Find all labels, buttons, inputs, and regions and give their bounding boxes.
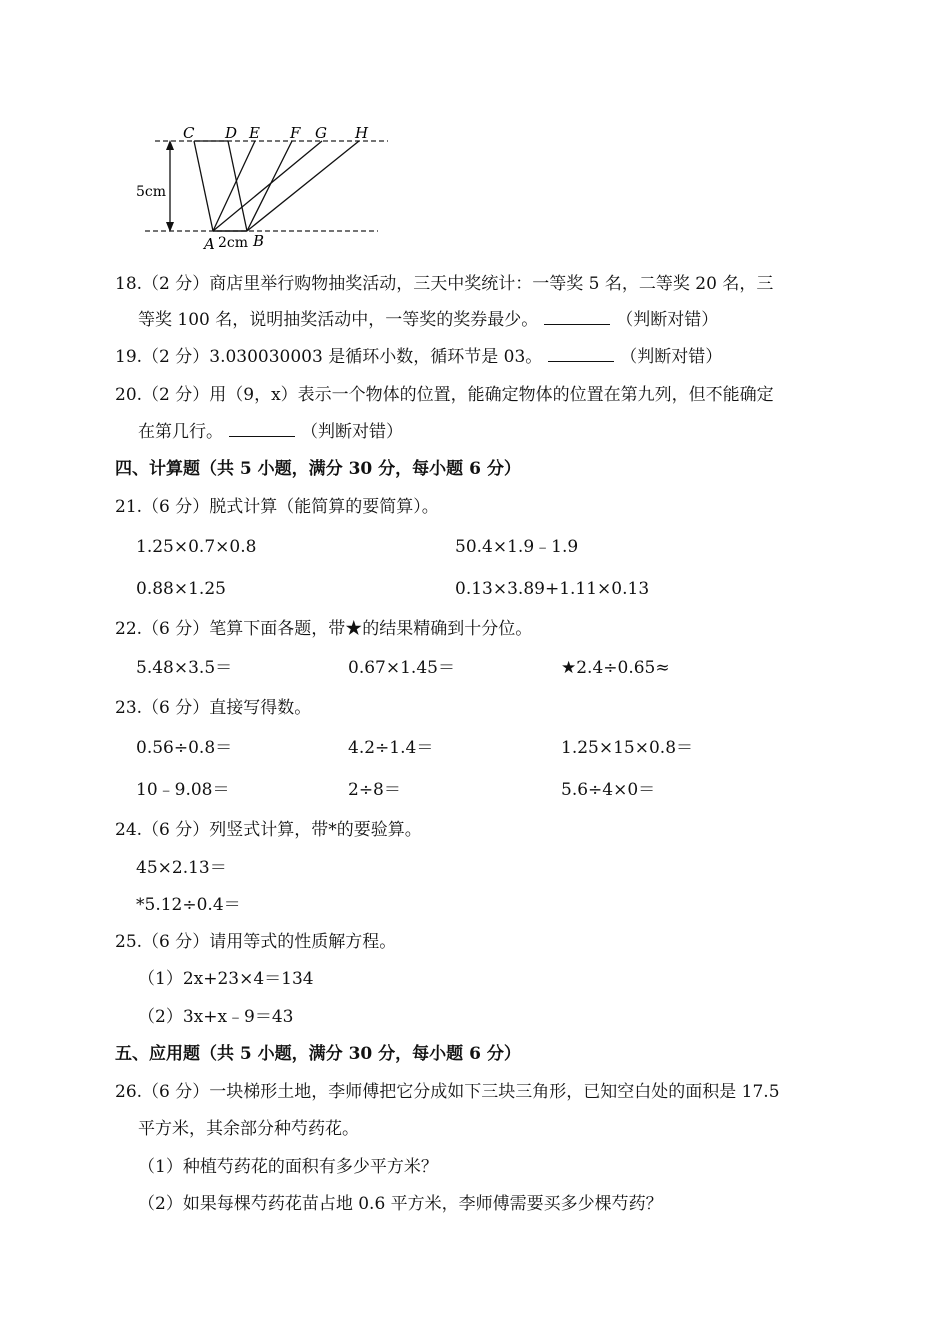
q26-line2: 平方米，其余部分种芍药花。: [138, 1119, 359, 1139]
q20-text: 在第几行。: [138, 422, 223, 442]
q19: [115, 346, 722, 368]
expression: 0.13×3.89+1.11×0.13: [455, 579, 650, 599]
base-label: 2cm: [218, 235, 249, 251]
expression: 10﹣9.08＝: [136, 780, 230, 800]
expression: 4.2÷1.4＝: [348, 738, 434, 758]
label-F: F: [290, 124, 301, 142]
answer-blank[interactable]: [229, 422, 295, 437]
expression: 1.25×0.7×0.8: [136, 537, 257, 557]
geometry-figure: [130, 118, 400, 258]
q24-title: 24.（6 分）列竖式计算，带*的要验算。: [115, 820, 422, 840]
expression: 5.6÷4×0＝: [561, 780, 656, 800]
label-C: C: [183, 124, 195, 142]
section-4-title: 四、计算题（共 5 小题，满分 30 分，每小题 6 分）: [115, 459, 521, 479]
judge-suffix: （判断对错）: [620, 347, 723, 367]
sub-question: （1）种植芍药花的面积有多少平方米？: [138, 1157, 438, 1177]
q18-text: 等奖 100 名，说明抽奖活动中，一等奖的奖券最少。: [138, 310, 539, 330]
answer-blank[interactable]: [548, 347, 614, 362]
expression: 45×2.13＝: [136, 858, 227, 878]
judge-suffix: （判断对错）: [301, 422, 403, 442]
expression: 5.48×3.5＝: [136, 658, 233, 678]
equation: （1）2x+23×4＝134: [138, 969, 314, 989]
expression: 2÷8＝: [348, 780, 401, 800]
q19-text: 19.（2 分）3.030030003 是循环小数，循环节是 03。: [115, 347, 543, 367]
label-A: A: [204, 235, 215, 253]
expression: 0.56÷0.8＝: [136, 738, 233, 758]
segment-HB: [247, 141, 359, 231]
answer-blank[interactable]: [544, 310, 610, 325]
q26-line1: 26.（6 分）一块梯形土地，李师傅把它分成如下三块三角形，已知空白处的面积是 17.5: [115, 1082, 780, 1102]
q18-line2: [138, 309, 718, 331]
label-E: E: [249, 124, 260, 142]
expression: ★2.4÷0.65≈: [561, 658, 670, 678]
sub-question: （2）如果每棵芍药花苗占地 0.6 平方米，李师傅需要买多少棵芍药？: [138, 1194, 663, 1214]
expression: 0.88×1.25: [136, 579, 226, 599]
segment-GA: [213, 141, 322, 231]
label-B: B: [253, 232, 265, 250]
q22-title: 22.（6 分）笔算下面各题，带★的结果精确到十分位。: [115, 619, 533, 639]
label-G: G: [315, 124, 327, 142]
section-5-title: 五、应用题（共 5 小题，满分 30 分，每小题 6 分）: [115, 1044, 521, 1064]
expression: 0.67×1.45＝: [348, 658, 455, 678]
q25-title: 25.（6 分）请用等式的性质解方程。: [115, 932, 397, 952]
q23-title: 23.（6 分）直接写得数。: [115, 698, 312, 718]
segment-CA: [194, 141, 213, 231]
label-H: H: [355, 124, 369, 142]
expression: *5.12÷0.4＝: [136, 895, 241, 915]
height-label: 5cm: [136, 184, 167, 200]
expression: 50.4×1.9﹣1.9: [455, 537, 579, 557]
q20-line1: 20.（2 分）用（9，x）表示一个物体的位置，能确定物体的位置在第九列，但不能确定: [115, 385, 774, 405]
label-D: D: [225, 124, 238, 142]
segment-DB: [228, 141, 247, 231]
segment-FB: [247, 141, 292, 231]
expression: 1.25×15×0.8＝: [561, 738, 694, 758]
equation: （2）3x+x﹣9＝43: [138, 1007, 294, 1027]
q20-line2: [138, 421, 403, 443]
q21-title: 21.（6 分）脱式计算（能简算的要简算）。: [115, 497, 439, 517]
judge-suffix: （判断对错）: [616, 310, 719, 330]
segment-EA: [213, 141, 255, 231]
q18-line1: 18.（2 分）商店里举行购物抽奖活动，三天中奖统计：一等奖 5 名，二等奖 20 名，三: [115, 274, 774, 294]
